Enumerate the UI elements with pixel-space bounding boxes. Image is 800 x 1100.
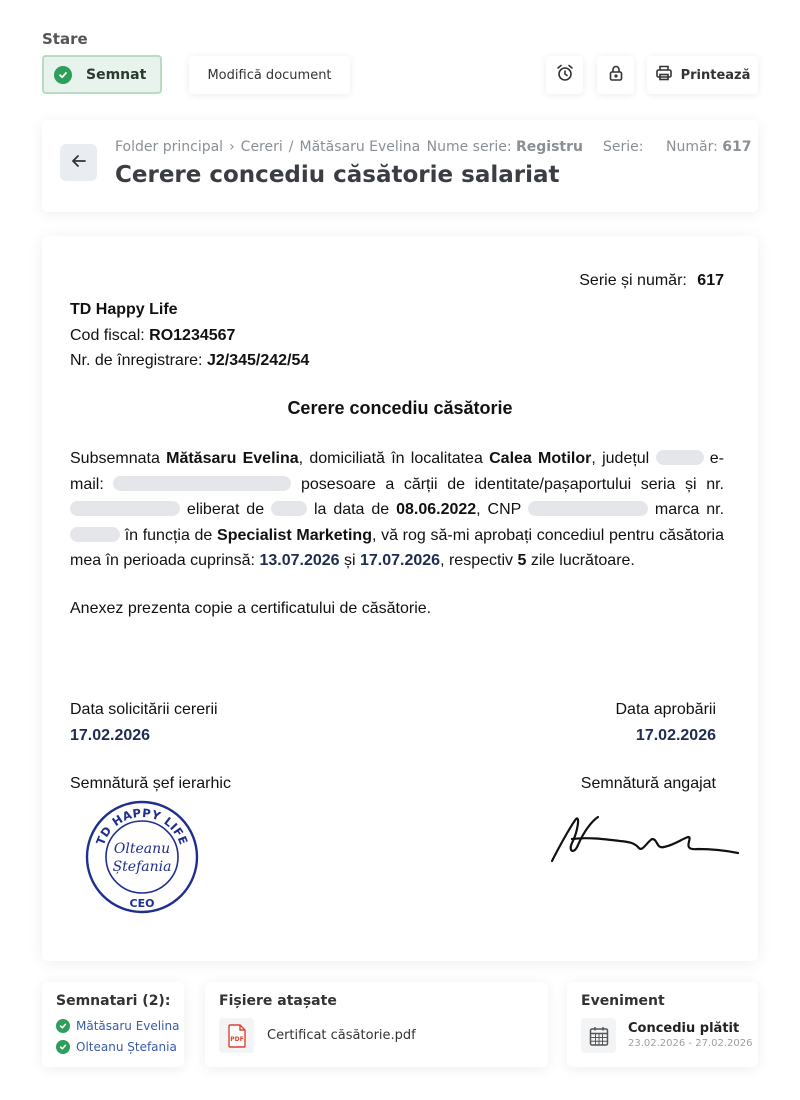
- event-name[interactable]: Concediu plătit: [628, 1021, 740, 1036]
- number-field: [666, 139, 751, 155]
- manager-signature-label: Semnătură șef ierarhic: [70, 775, 231, 792]
- request-date-label: Data solicitării cererii: [70, 701, 218, 718]
- stamp-name-line1: Olteanu: [113, 841, 171, 857]
- calendar-icon: [581, 1018, 616, 1053]
- series-name-value: Registru: [516, 139, 583, 155]
- approval-date: 17.02.2026: [635, 726, 716, 744]
- signer-name: Olteanu Ștefania: [76, 1040, 177, 1054]
- body-text: posesoare a cărții de identitate/pașaportului seria și nr.: [301, 475, 724, 493]
- status-label: Stare: [42, 30, 88, 48]
- job-position: Specialist Marketing: [217, 526, 372, 544]
- approval-date-block: [616, 697, 717, 748]
- printer-icon: [655, 64, 673, 86]
- alarm-clock-icon: [555, 63, 575, 87]
- employee-name: Mătăsaru Evelina: [166, 450, 299, 467]
- annex-text: Anexez prezenta copie a certificatului de căsătorie.: [70, 600, 432, 617]
- company-name: TD Happy Life: [70, 301, 178, 318]
- alarm-button[interactable]: [546, 56, 583, 94]
- doc-serie-label: Serie și număr:: [579, 272, 687, 289]
- fiscal-value: RO1234567: [149, 326, 236, 344]
- document-body: [70, 446, 724, 574]
- employee-signature: [548, 809, 742, 874]
- signer-item[interactable]: [56, 1019, 179, 1033]
- stamp-role: CEO: [129, 897, 155, 910]
- body-text: , vă rog să-mi aprobați concediul pentru căsătoria mea în perioada cuprinsă:: [70, 526, 725, 569]
- event-card: [567, 982, 758, 1067]
- series-name-label: Nume serie:: [426, 139, 512, 155]
- redacted-badge-number: [70, 527, 120, 542]
- redacted-cnp: [528, 501, 648, 516]
- number-value: 617: [722, 139, 752, 155]
- stamp-company: TD HAPPY LIFE: [93, 805, 191, 847]
- event-title: Eveniment: [581, 993, 665, 1009]
- document-preview: [42, 236, 758, 961]
- company-block: [70, 297, 309, 374]
- lock-button[interactable]: [597, 56, 634, 94]
- breadcrumb-item-cereri[interactable]: Cereri: [240, 139, 283, 155]
- chevron-right-icon: ›: [229, 139, 235, 155]
- redacted-id-number: [70, 501, 180, 516]
- series-label: Serie:: [603, 139, 644, 155]
- redacted-issuer: [271, 501, 307, 516]
- body-text: , respectiv: [440, 552, 513, 569]
- check-icon: [56, 1040, 70, 1054]
- fiscal-label: Cod fiscal:: [70, 326, 145, 344]
- issue-date: 08.06.2022: [396, 501, 477, 518]
- breadcrumb-item-person[interactable]: Mătăsaru Evelina: [299, 139, 421, 155]
- request-date: 17.02.2026: [70, 726, 151, 744]
- signer-item[interactable]: [56, 1040, 177, 1054]
- reg-label: Nr. de înregistrare:: [70, 352, 203, 369]
- document-header: [42, 120, 758, 212]
- body-text: , domiciliată în localitatea: [298, 450, 483, 467]
- check-icon: [56, 1019, 70, 1033]
- modify-document-button[interactable]: Modifică document: [189, 56, 350, 94]
- breadcrumb-item-folder[interactable]: Folder principal: [115, 139, 224, 155]
- approval-date-label: Data aprobării: [615, 701, 716, 718]
- lock-icon: [607, 64, 625, 86]
- signers-title: Semnatari (2):: [56, 993, 171, 1009]
- reg-value: J2/345/242/54: [206, 352, 310, 369]
- locality: Calea Motilor: [489, 450, 592, 467]
- leave-end-date: 17.07.2026: [360, 552, 441, 569]
- page-title: Cerere concediu căsătorie salariat: [115, 162, 560, 188]
- body-text: , CNP: [476, 501, 522, 518]
- breadcrumb-separator: /: [288, 139, 294, 155]
- leave-start-date: 13.07.2026: [259, 552, 340, 569]
- attachments-title: Fișiere atașate: [219, 993, 337, 1009]
- stamp-name-line2: Ștefania: [112, 859, 172, 875]
- redacted-email: [113, 476, 291, 491]
- employee-signature-label: Semnătură angajat: [580, 775, 716, 792]
- print-button[interactable]: [647, 56, 758, 94]
- doc-serie: [579, 272, 724, 290]
- check-icon: [54, 66, 72, 84]
- breadcrumb: [115, 139, 747, 155]
- doc-serie-value: 617: [697, 272, 724, 289]
- body-text: marca nr.: [654, 501, 725, 518]
- leave-days: 5: [517, 552, 527, 569]
- document-title: Cerere concediu căsătorie: [287, 398, 513, 418]
- signed-status-label: Semnat: [86, 66, 147, 83]
- arrow-left-icon: [69, 151, 89, 175]
- signer-name: Mătăsaru Evelina: [76, 1019, 180, 1033]
- signers-card: [42, 982, 184, 1067]
- body-text: zile lucrătoare.: [530, 552, 635, 569]
- body-text: și: [343, 552, 356, 569]
- redacted-county: [656, 450, 704, 465]
- company-stamp: [84, 799, 200, 920]
- attachment-file-link[interactable]: Certificat căsătorie.pdf: [267, 1028, 416, 1043]
- attachments-card: [205, 982, 548, 1067]
- request-date-block: [70, 697, 218, 748]
- number-label: Număr:: [666, 139, 718, 155]
- back-button[interactable]: [60, 144, 97, 181]
- body-text: în funcția de: [124, 526, 213, 544]
- event-dates: 23.02.2026 - 27.02.2026: [628, 1038, 753, 1049]
- pdf-file-icon[interactable]: [219, 1018, 254, 1053]
- signed-status-button[interactable]: [42, 55, 162, 94]
- print-label: Printează: [680, 67, 751, 83]
- body-text: la data de: [313, 501, 390, 518]
- body-text: , județul: [591, 450, 650, 467]
- file-type-label: PDF: [229, 1035, 244, 1043]
- body-text: eliberat de: [186, 501, 265, 518]
- body-text: e-mail:: [70, 450, 725, 493]
- body-text: Subsemnata: [70, 450, 160, 467]
